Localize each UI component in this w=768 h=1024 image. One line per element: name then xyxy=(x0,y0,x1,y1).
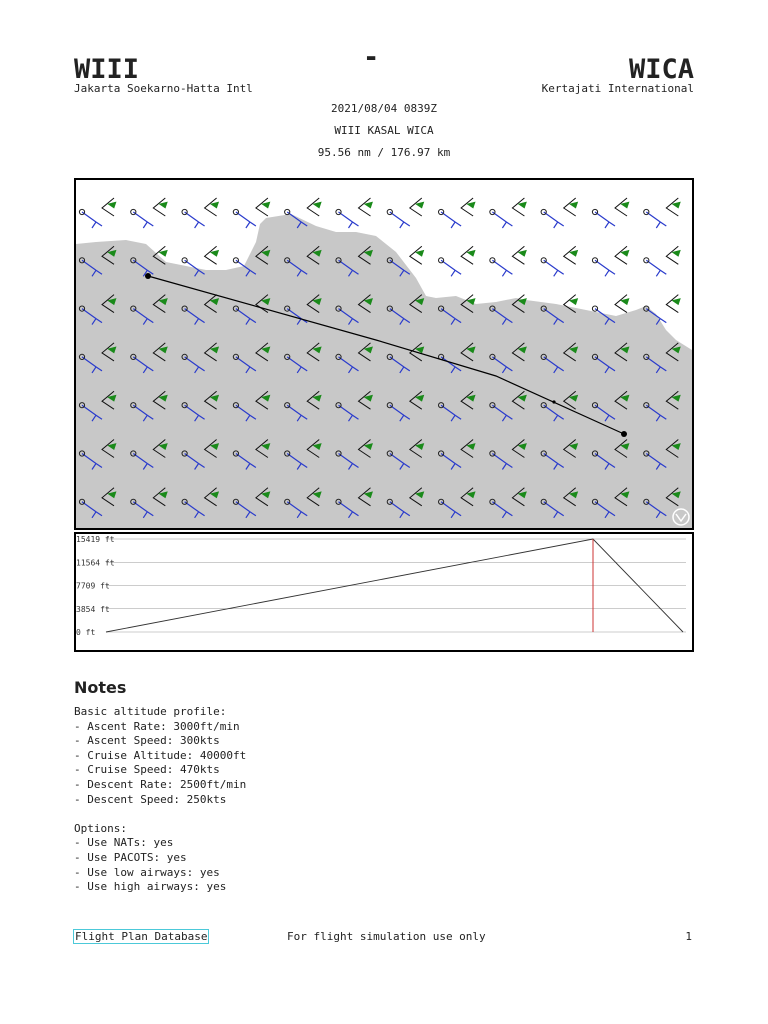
wind-barb xyxy=(490,246,527,276)
wind-barb xyxy=(541,246,578,276)
notes-body xyxy=(74,705,246,895)
profile-tick-label: 15419 ft xyxy=(76,535,115,544)
route-separator: - xyxy=(363,42,380,73)
option-item: - Use PACOTS: yes xyxy=(74,850,187,864)
destination-name: Kertajati International xyxy=(541,82,694,95)
wind-barb xyxy=(439,246,476,276)
profile-item: - Ascent Speed: 300kts xyxy=(74,734,220,748)
wind-barb xyxy=(644,246,681,276)
origin-code: WIII xyxy=(74,54,140,85)
map-canvas xyxy=(76,180,692,528)
wind-barb xyxy=(336,198,373,228)
flight-distance: 95.56 nm / 176.97 km xyxy=(317,146,451,159)
flight-route: WIII KASAL WICA xyxy=(334,124,434,137)
wind-barb xyxy=(387,198,424,228)
land-mass xyxy=(76,214,692,528)
footer-disclaimer: For flight simulation use only xyxy=(287,930,486,943)
profile-canvas xyxy=(76,534,692,650)
wind-barb xyxy=(490,198,527,228)
flight-datetime: 2021/08/04 0839Z xyxy=(331,102,437,115)
notes-heading: Notes xyxy=(74,678,127,697)
wind-barb xyxy=(439,198,476,228)
profile-tick-label: 7709 ft xyxy=(76,581,110,591)
profile-title: Basic altitude profile: xyxy=(74,705,227,718)
option-item: - Use high airways: yes xyxy=(74,880,227,894)
wind-barb xyxy=(592,246,629,276)
wind-barb xyxy=(79,198,116,228)
wind-barb xyxy=(541,198,578,228)
waypoint-marker xyxy=(552,400,555,403)
profile-item: - Descent Rate: 2500ft/min xyxy=(74,777,247,791)
destination-code: WICA xyxy=(628,54,694,85)
origin-name: Jakarta Soekarno-Hatta Intl xyxy=(74,82,253,95)
origin-marker xyxy=(145,273,151,279)
altitude-profile xyxy=(74,532,694,652)
profile-tick-label: 0 ft xyxy=(76,628,96,637)
wind-barb xyxy=(131,198,168,228)
wind-barb xyxy=(182,198,219,228)
profile-tick-label: 11564 ft xyxy=(76,558,115,568)
profile-item: - Descent Speed: 250kts xyxy=(74,792,227,806)
profile-tick-label: 3854 ft xyxy=(76,604,110,614)
footer-link[interactable]: Flight Plan Database xyxy=(75,930,208,943)
notes-spacer xyxy=(74,807,246,822)
page-number: 1 xyxy=(685,930,692,943)
profile-item: - Cruise Altitude: 40000ft xyxy=(74,748,247,762)
options-title: Options: xyxy=(74,821,127,835)
profile-item: - Cruise Speed: 470kts xyxy=(74,763,220,777)
profile-item: - Ascent Rate: 3000ft/min xyxy=(74,719,240,733)
option-item: - Use NATs: yes xyxy=(74,836,174,850)
option-item: - Use low airways: yes xyxy=(74,865,220,879)
destination-marker xyxy=(621,431,627,437)
wind-barb xyxy=(644,198,681,228)
wind-barb xyxy=(592,198,629,228)
route-wind-map xyxy=(74,178,694,530)
